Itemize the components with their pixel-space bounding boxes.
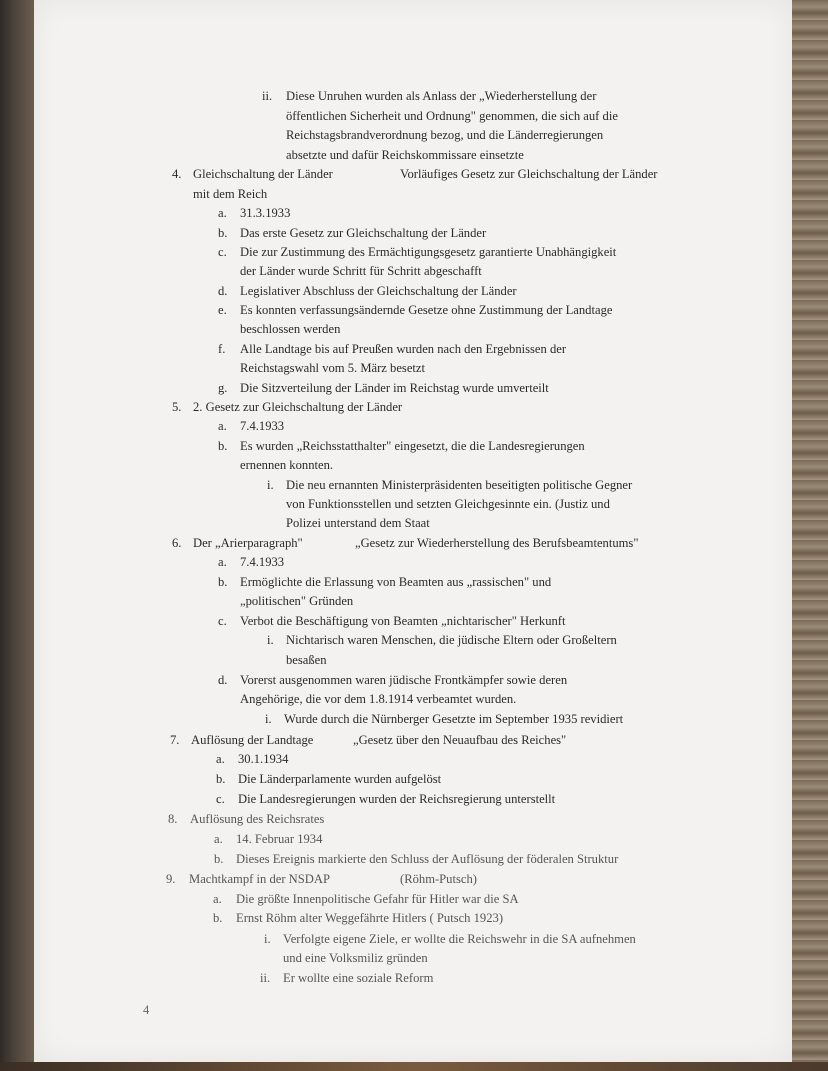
list-item-text: 31.3.1933 (240, 206, 291, 220)
law-title: Vorläufiges Gesetz zur Gleichschaltung der Länder (400, 167, 658, 181)
list-item-text: Legislativer Abschluss der Gleichschaltung der Länder (240, 284, 517, 298)
list-marker: g. (218, 381, 228, 395)
law-title: „Gesetz über den Neuaufbau des Reiches" (353, 733, 567, 747)
list-item-text: und eine Volksmiliz gründen (283, 951, 428, 965)
list-item-text: Nichtarisch waren Menschen, die jüdische Eltern oder Großeltern (286, 633, 617, 647)
section-heading: Machtkampf in der NSDAP (189, 872, 330, 886)
list-marker: c. (218, 614, 227, 628)
list-item-text: ernennen konnten. (240, 458, 334, 472)
list-marker: a. (218, 555, 227, 569)
list-item-text: öffentlichen Sicherheit und Ordnung" genommen, die sich auf die (286, 109, 618, 123)
list-item-text: Es konnten verfassungsändernde Gesetze ohne Zustimmung der Landtage (240, 303, 613, 317)
list-item-text: Verbot die Beschäftigung von Beamten „nichtarischer" Herkunft (240, 614, 566, 628)
section-heading: 2. Gesetz zur Gleichschaltung der Länder (193, 400, 403, 414)
list-marker: 6. (172, 536, 182, 550)
list-marker: a. (216, 752, 225, 766)
section-heading: Der „Arierparagraph" (193, 536, 303, 550)
list-item-text: 14. Februar 1934 (236, 832, 323, 846)
list-item-text: Die neu ernannten Ministerpräsidenten beseitigten politische Gegner (286, 478, 633, 492)
page-number: 4 (143, 1003, 150, 1017)
list-item-text: besaßen (286, 653, 327, 667)
list-marker: 7. (170, 733, 180, 747)
list-item-text: Diese Unruhen wurden als Anlass der „Wiederherstellung der (286, 89, 597, 103)
list-marker: ii. (262, 89, 273, 103)
list-item-text: Die zur Zustimmung des Ermächtigungsgesetz garantierte Unabhängigkeit (240, 245, 617, 259)
list-item-text: Verfolgte eigene Ziele, er wollte die Reichswehr in die SA aufnehmen (283, 932, 636, 946)
list-item-text: Reichstagswahl vom 5. März besetzt (240, 361, 426, 375)
section-heading: mit dem Reich (193, 187, 268, 201)
list-item-text: von Funktionsstellen und setzten Gleichgesinnte ein. (Justiz und (286, 497, 610, 511)
list-marker: e. (218, 303, 227, 317)
list-marker: 5. (172, 400, 182, 414)
list-item-text: Es wurden „Reichsstatthalter" eingesetzt, die die Landesregierungen (240, 439, 585, 453)
list-marker: a. (213, 892, 222, 906)
list-marker: i. (267, 633, 274, 647)
list-item-text: Ermöglichte die Erlassung von Beamten aus „rassischen" und (240, 575, 552, 589)
background-edge-left (0, 0, 34, 1071)
list-marker: ii. (260, 971, 271, 985)
section-heading: Auflösung des Reichsrates (190, 812, 325, 826)
list-marker: c. (218, 245, 227, 259)
list-marker: 8. (168, 812, 178, 826)
section-heading: Auflösung der Landtage (191, 733, 314, 747)
list-item-text: Das erste Gesetz zur Gleichschaltung der Länder (240, 226, 487, 240)
list-item-text: „politischen" Gründen (240, 594, 354, 608)
list-item-text: beschlossen werden (240, 322, 341, 336)
list-marker: 4. (172, 167, 182, 181)
list-marker: b. (218, 575, 228, 589)
background-edge-right (792, 0, 828, 1071)
list-item-text: Die Landesregierungen wurden der Reichsregierung unterstellt (238, 792, 556, 806)
list-marker: f. (218, 342, 226, 356)
list-item-text: absetzte und dafür Reichskommissare einsetzte (286, 148, 524, 162)
law-title: „Gesetz zur Wiederherstellung des Berufsbeamtentums" (355, 536, 639, 550)
list-item-text: Die größte Innenpolitische Gefahr für Hitler war die SA (236, 892, 519, 906)
list-item-text: Alle Landtage bis auf Preußen wurden nach den Ergebnissen der (240, 342, 567, 356)
list-item-text: Dieses Ereignis markierte den Schluss der Auflösung der föderalen Struktur (236, 852, 619, 866)
list-item-text: Die Sitzverteilung der Länder im Reichstag wurde umverteilt (240, 381, 549, 395)
section-subtitle: (Röhm-Putsch) (400, 872, 477, 886)
list-marker: i. (264, 932, 271, 946)
list-marker: d. (218, 284, 228, 298)
list-marker: a. (218, 206, 227, 220)
list-marker: i. (265, 712, 272, 726)
list-item-text: 7.4.1933 (240, 555, 285, 569)
section-heading: Gleichschaltung der Länder (193, 167, 333, 181)
list-item-text: 30.1.1934 (238, 752, 289, 766)
list-item-text: 7.4.1933 (240, 419, 285, 433)
list-item-text: Ernst Röhm alter Weggefährte Hitlers ( Putsch 1923) (236, 911, 504, 925)
list-marker: b. (218, 226, 228, 240)
list-item-text: Polizei unterstand dem Staat (286, 516, 430, 530)
list-marker: b. (214, 852, 224, 866)
list-marker: b. (218, 439, 228, 453)
list-marker: 9. (166, 872, 176, 886)
list-marker: i. (267, 478, 274, 492)
list-item-text: Er wollte eine soziale Reform (283, 971, 434, 985)
list-marker: a. (218, 419, 227, 433)
list-item-text: Die Länderparlamente wurden aufgelöst (238, 772, 442, 786)
list-item-text: Reichstagsbrandverordnung bezog, und die Länderregierungen (286, 128, 604, 142)
list-marker: d. (218, 673, 228, 687)
background-edge-bottom (0, 1062, 828, 1071)
list-item-text: Angehörige, die vor dem 1.8.1914 verbeamtet wurden. (240, 692, 517, 706)
list-marker: b. (213, 911, 223, 925)
list-marker: b. (216, 772, 226, 786)
list-item-text: der Länder wurde Schritt für Schritt abgeschafft (240, 264, 482, 278)
list-marker: c. (216, 792, 225, 806)
list-marker: a. (214, 832, 223, 846)
list-item-text: Vorerst ausgenommen waren jüdische Frontkämpfer sowie deren (240, 673, 568, 687)
list-item-text: Wurde durch die Nürnberger Gesetzte im September 1935 revidiert (284, 712, 624, 726)
